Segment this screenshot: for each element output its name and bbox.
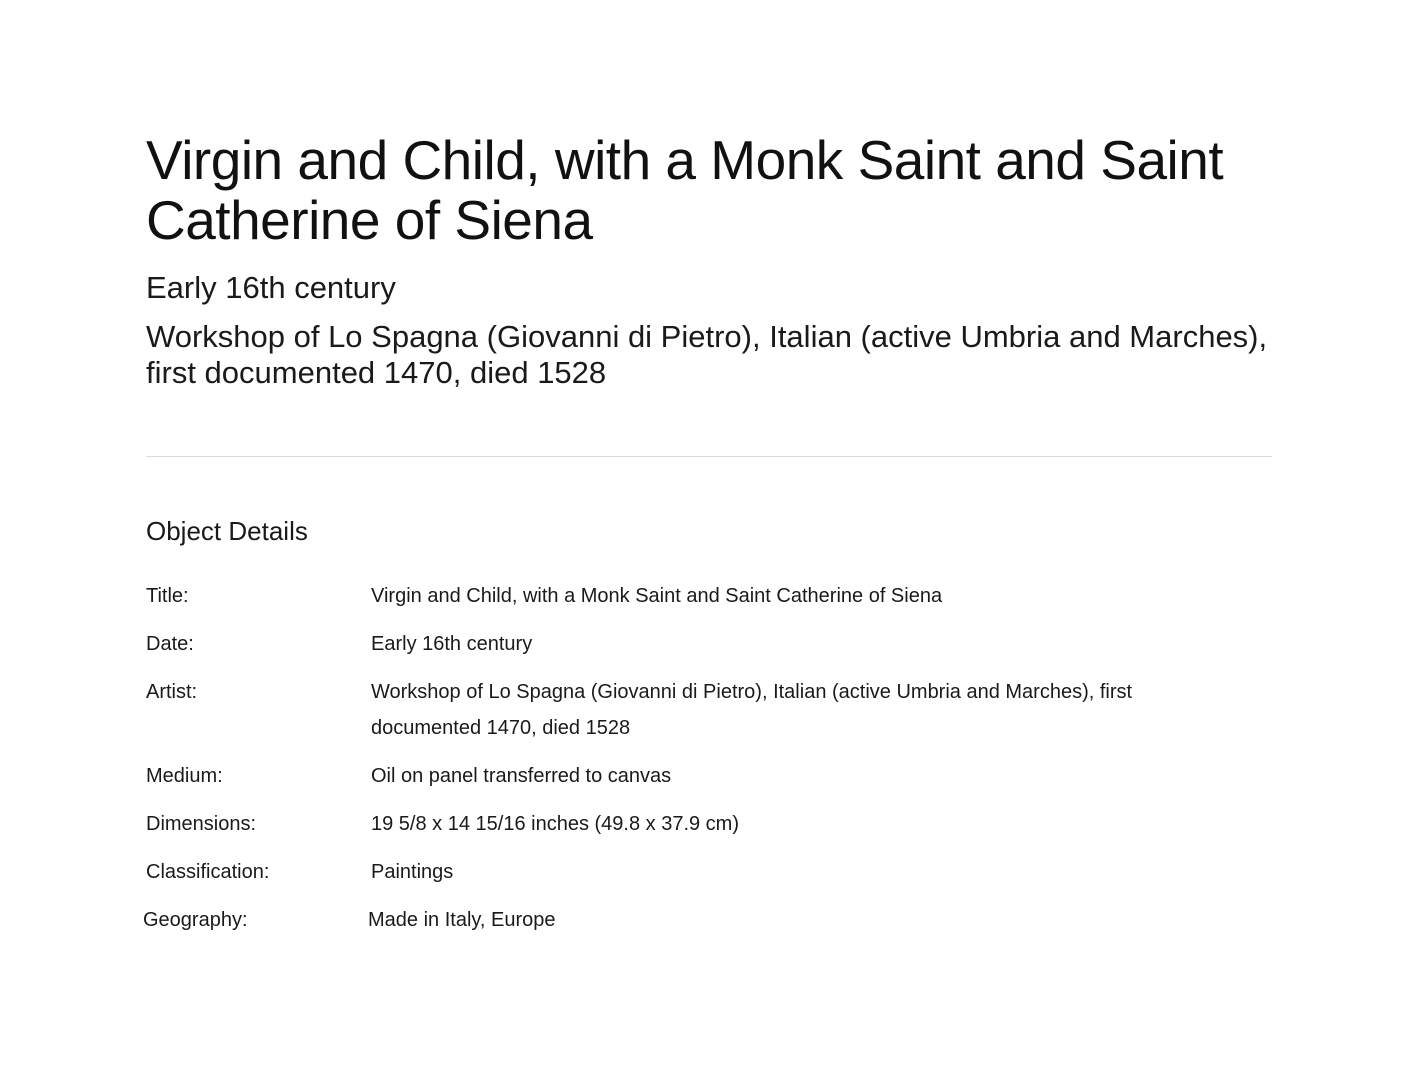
object-details-heading: Object Details <box>146 516 308 546</box>
detail-row-date <box>146 626 1272 662</box>
page-title: Virgin and Child, with a Monk Saint and Saint Catherine of Siena <box>146 129 1224 251</box>
object-details-list <box>143 578 1272 950</box>
detail-row-medium <box>146 758 1272 794</box>
detail-row-dimensions <box>146 806 1272 842</box>
object-header <box>143 129 1272 931</box>
detail-label: Dimensions: <box>146 813 257 835</box>
detail-label: Title: <box>146 585 189 607</box>
detail-row-geography <box>143 902 1272 938</box>
detail-label: Classification: <box>146 861 270 883</box>
detail-value: Paintings <box>371 861 454 883</box>
object-artist: Workshop of Lo Spagna (Giovanni di Pietro), Italian (active Umbria and Marches), first documented 1470, died 1528 <box>146 319 1268 390</box>
detail-label: Artist: <box>146 681 198 703</box>
detail-label: Medium: <box>146 765 223 787</box>
detail-row-artist <box>146 674 1272 746</box>
detail-value: 19 5/8 x 14 15/16 inches (49.8 x 37.9 cm) <box>371 813 739 835</box>
detail-label: Geography: <box>143 909 248 931</box>
detail-row-classification <box>146 854 1272 890</box>
detail-value: Early 16th century <box>371 633 533 655</box>
detail-value: Virgin and Child, with a Monk Saint and Saint Catherine of Siena <box>371 585 943 607</box>
detail-label: Date: <box>146 633 194 655</box>
object-date: Early 16th century <box>146 270 396 305</box>
detail-value: Made in Italy, Europe <box>368 909 556 931</box>
detail-value: Workshop of Lo Spagna (Giovanni di Pietro), Italian (active Umbria and Marches), first documented 1470, died 1528 <box>371 681 1133 739</box>
detail-value: Oil on panel transferred to canvas <box>371 765 672 787</box>
section-divider <box>146 456 1272 457</box>
detail-row-title <box>146 578 1272 614</box>
